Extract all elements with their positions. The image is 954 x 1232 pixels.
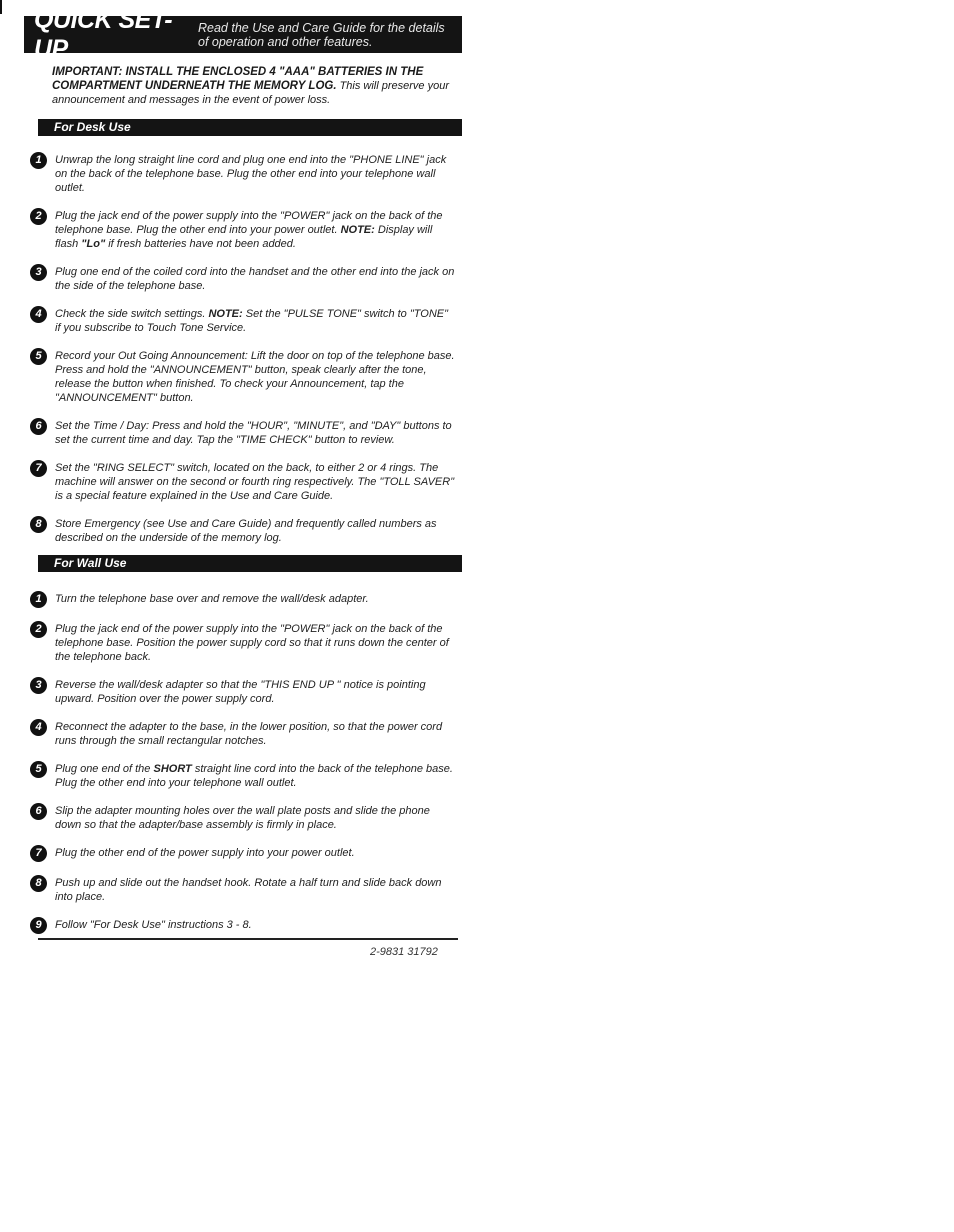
wall-step-2 (30, 622, 462, 664)
desk-step-1 (30, 153, 462, 195)
wall-step-1 (30, 592, 462, 608)
wall-step-3 (30, 678, 462, 706)
desk-step-8 (30, 517, 462, 545)
quick-setup-column (24, 5, 462, 934)
step-number-icon: 5 (30, 761, 47, 778)
desk-step-7 (30, 461, 462, 503)
step-number-icon: 1 (30, 152, 47, 169)
step-number-icon: 8 (30, 516, 47, 533)
step-text: Push up and slide out the handset hook. Rotate a half turn and slide back down into place. (55, 877, 442, 903)
step-text: Reconnect the adapter to the base, in the lower position, so that the power cord runs through the small rectangular notches. (55, 721, 443, 747)
step-text: Follow "For Desk Use" instructions 3 - 8. (55, 919, 252, 931)
desk-step-5 (30, 349, 462, 405)
important-notice (52, 65, 462, 107)
step-number-icon: 4 (30, 719, 47, 736)
step-number-icon: 5 (30, 348, 47, 365)
important-bold: IMPORTANT: INSTALL THE ENCLOSED 4 "AAA" BATTERIES IN THE COMPARTMENT UNDERNEATH THE MEMORY LOG. (52, 66, 424, 92)
step-text: Store Emergency (see Use and Care Guide) and frequently called numbers as described on the underside of the memory log. (55, 518, 437, 544)
step-text: Plug one end of the coiled cord into the handset and the other end into the jack on the side of the telephone base. (55, 266, 455, 292)
wall-step-6 (30, 804, 462, 832)
desk-step-3 (30, 265, 462, 293)
step-number-icon: 7 (30, 460, 47, 477)
step-text: Reverse the wall/desk adapter so that the "THIS END UP " notice is pointing upward. Position over the power supply cord. (55, 679, 426, 705)
step-text: Unwrap the long straight line cord and plug one end into the "PHONE LINE" jack on the back of the telephone base. Plug the other end into your telephone wall outlet. (55, 154, 447, 194)
step-number-icon: 8 (30, 875, 47, 892)
page-subtitle: Read the Use and Care Guide for the details of operation and other features. (198, 20, 445, 49)
step-number-icon: 6 (30, 803, 47, 820)
desk-step-4 (30, 307, 462, 335)
step-number-icon: 2 (30, 621, 47, 638)
step-text: Plug one end of the SHORT straight line cord into the back of the telephone base. Plug the other end into your telephone wall outlet. (55, 763, 453, 789)
desk-step-2 (30, 209, 462, 251)
wall-step-5 (30, 762, 462, 790)
step-text: Set the "RING SELECT" switch, located on the back, to either 2 or 4 rings. The machine will answer on the second or fourth ring respectively. The "TOLL SAVER" is a special feature explained in the Use and Care Guide. (55, 462, 455, 502)
step-text: Set the Time / Day: Press and hold the "HOUR", "MINUTE", and "DAY" buttons to set the current time and day. Tap the "TIME CHECK" button to review. (55, 420, 452, 446)
step-number-icon: 6 (30, 418, 47, 435)
step-text: Plug the other end of the power supply into your power outlet. (55, 847, 355, 859)
step-number-icon: 4 (30, 306, 47, 323)
section-desk-title: For Desk Use (38, 119, 462, 136)
footer-divider (38, 938, 458, 940)
step-text: Record your Out Going Announcement: Lift the door on top of the telephone base. Press and hold the "ANNOUNCEMENT" button, speak clearly after the tone, release the button when finished. To check your Announcement, tap the "ANNOUNCEMENT" button. (55, 350, 455, 404)
step-text: Plug the jack end of the power supply into the "POWER" jack on the back of the telephone base. Position the power supply cord so that it runs down the center of the telephone back. (55, 623, 449, 663)
desk-step-6 (30, 419, 462, 447)
wall-step-8 (30, 876, 462, 904)
step-text: Turn the telephone base over and remove the wall/desk adapter. (55, 593, 369, 605)
header-banner (24, 5, 462, 63)
step-number-icon: 2 (30, 208, 47, 225)
step-number-icon: 3 (30, 677, 47, 694)
wall-step-7 (30, 846, 462, 862)
step-number-icon: 1 (30, 591, 47, 608)
step-number-icon: 3 (30, 264, 47, 281)
step-number-icon: 7 (30, 845, 47, 862)
important-rest: This will preserve your announcement and messages in the event of power loss. (52, 80, 450, 106)
document-code: 2-9831 31792 (370, 946, 438, 958)
step-text: Slip the adapter mounting holes over the wall plate posts and slide the phone down so that the adapter/base assembly is firmly in place. (55, 805, 430, 831)
wall-step-4 (30, 720, 462, 748)
step-text: Check the side switch settings. NOTE: Set the "PULSE TONE" switch to "TONE" if you subscribe to Touch Tone Service. (55, 308, 449, 334)
margin-mark (0, 0, 2, 14)
step-text: Plug the jack end of the power supply into the "POWER" jack on the back of the telephone base. Plug the other end into your power outlet. NOTE: Display will flash "Lo" if fresh batteries have not been added. (55, 210, 443, 250)
step-number-icon: 9 (30, 917, 47, 934)
page-title: QUICK SET-UP (34, 5, 173, 63)
wall-step-9 (30, 918, 462, 934)
section-wall-title: For Wall Use (38, 555, 462, 572)
